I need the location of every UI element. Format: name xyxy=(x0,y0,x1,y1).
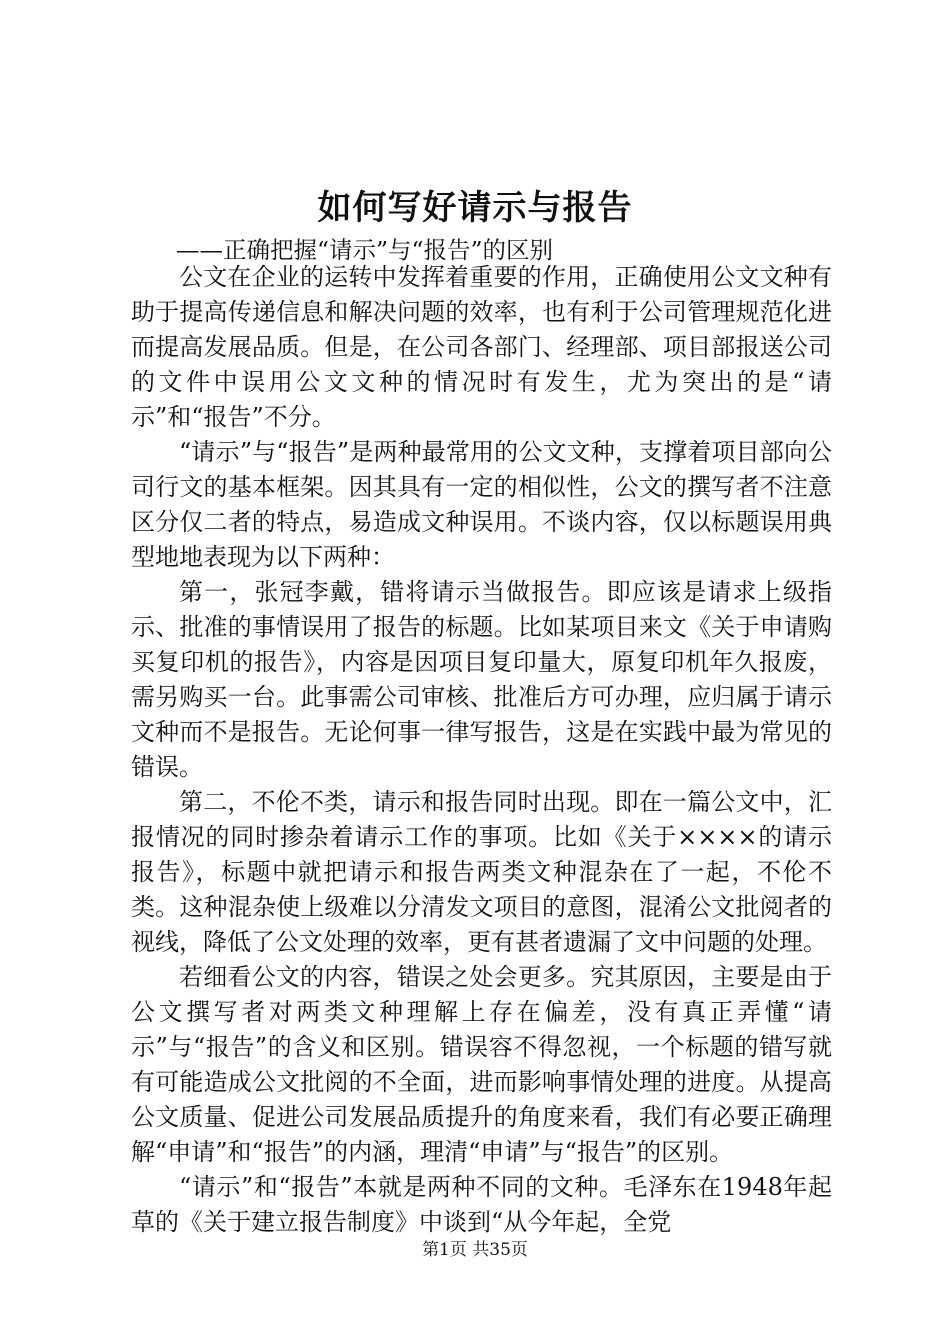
document-subtitle: ——正确把握“请示”与“报告”的区别 xyxy=(176,236,554,264)
paragraph: 公文在企业的运转中发挥着重要的作用，正确使用公文文种有助于提高传递信息和解决问题的效率，也有利于公司管理规范化进而提高发展品质。但是，在公司各部门、经理部、项目部报送公司的文件中误用公文文种的情况时有发生，尤为突出的是“请示”和“报告”不分。 xyxy=(131,263,832,431)
paragraph: “请示”和“报告”本就是两种不同的文种。毛泽东在1948年起草的《关于建立报告制度》中谈到“从今年起，全党 xyxy=(131,1173,832,1236)
paragraph: 若细看公文的内容，错误之处会更多。究其原因，主要是由于公文撰写者对两类文种理解上存在偏差，没有真正弄懂“请示”与“报告”的含义和区别。错误容不得忽视，一个标题的错写就有可能造成公文批阅的不全面，进而影响事情处理的进度。从提高公文质量、促进公司发展品质提升的角度来看，我们有必要正确理解“申请”和“报告”的内涵，理清“申请”与“报告”的区别。 xyxy=(131,963,832,1166)
paragraph: “请示”与“报告”是两种最常用的公文文种，支撑着项目部向公司行文的基本框架。因其具有一定的相似性，公文的撰写者不注意区分仅二者的特点，易造成文种误用。不谈内容，仅以标题误用典型地地表现为以下两种： xyxy=(131,438,832,571)
paragraph: 第一，张冠李戴，错将请示当做报告。即应该是请求上级指示、批准的事情误用了报告的标题。比如某项目来文《关于申请购买复印机的报告》，内容是因项目复印量大，原复印机年久报废，需另购买一台。此事需公司审核、批准后方可办理，应归属于请示文种而不是报告。无论何事一律写报告，这是在实践中最为常见的错误。 xyxy=(131,578,832,781)
document-title: 如何写好请示与报告 xyxy=(317,188,633,228)
page-number-footer: 第1页 共35页 xyxy=(422,1240,528,1260)
paragraph: 第二，不伦不类，请示和报告同时出现。即在一篇公文中，汇报情况的同时掺杂着请示工作的事项。比如《关于××××的请示报告》，标题中就把请示和报告两类文种混杂在了一起，不伦不类。这种混杂使上级难以分清发文项目的意图，混淆公文批阅者的视线，降低了公文处理的效率，更有甚者遗漏了文中问题的处理。 xyxy=(131,788,832,956)
document-body xyxy=(131,260,832,1240)
